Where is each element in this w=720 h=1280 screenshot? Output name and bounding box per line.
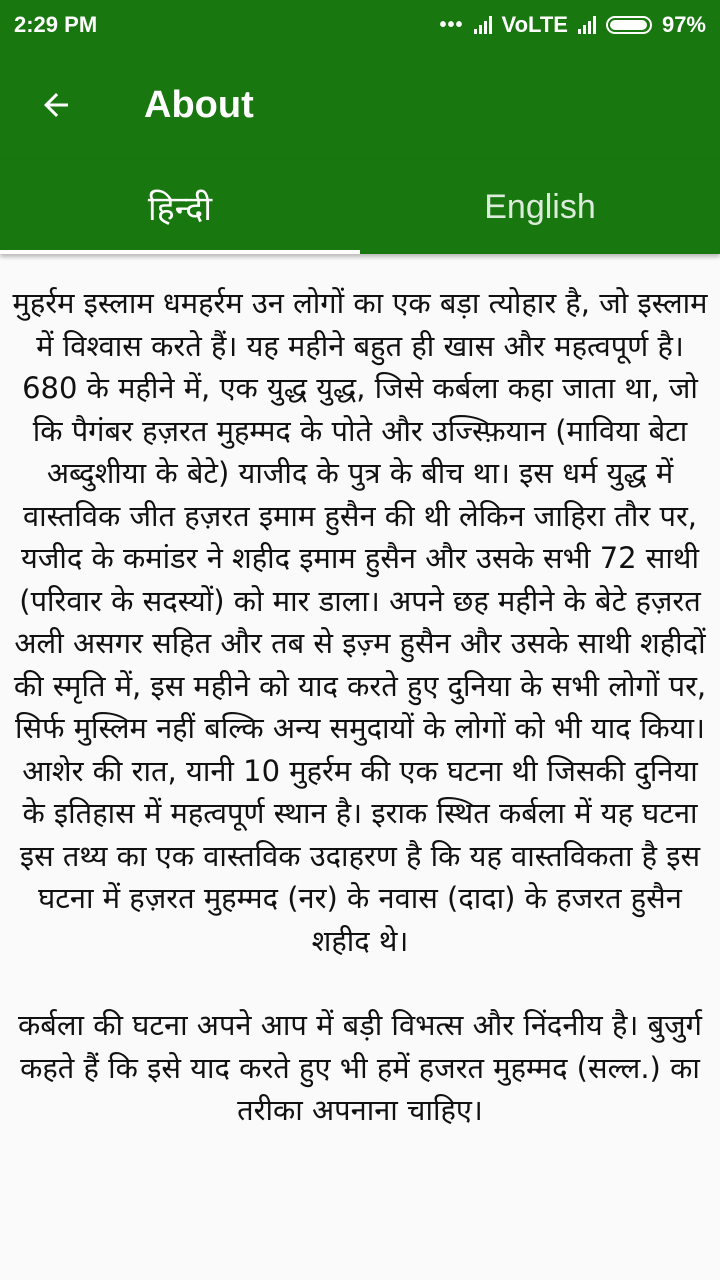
status-bar xyxy=(0,0,720,50)
signal-icon xyxy=(474,16,492,34)
page-title: About xyxy=(144,83,254,126)
network-type: VoLTE xyxy=(501,12,568,37)
notification-dots-icon: ••• xyxy=(439,13,464,36)
back-button[interactable] xyxy=(0,50,112,160)
tab-label: हिन्दी xyxy=(147,189,213,229)
app-bar xyxy=(0,50,720,160)
about-paragraph: कर्बला की घटना अपने आप में बड़ी विभत्स और निंदनीय है। बुजुर्ग कहते हैं कि इसे याद करते हुए भी हमें हजरत मुहम्मद (सल्ल.) का तरीका अपनाना चाहिए। xyxy=(18,1008,702,1127)
about-content[interactable] xyxy=(0,254,720,1280)
battery-icon xyxy=(606,16,652,34)
tab-label: English xyxy=(484,187,596,226)
language-tabs xyxy=(0,160,720,254)
status-time: 2:29 PM xyxy=(14,12,98,37)
status-icons xyxy=(440,12,706,38)
tab-english[interactable] xyxy=(360,160,720,254)
tab-hindi[interactable] xyxy=(0,160,360,254)
about-paragraph: मुहर्रम इस्लाम धमहर्रम उन लोगों का एक बड़ा त्योहार है, जो इस्लाम में विश्वास करते हैं। यह महीने बहुत ही खास और महत्वपूर्ण है। 680 के महीने में, एक युद्ध युद्ध, जिसे कर्बला कहा जाता था, जो कि पैगंबर हज़रत मुहम्मद के पोते और उज्स्फ़ियान (माविया बेटा अब्दुशीया के बेटे) याजीद के पुत्र के बीच था। इस धर्म युद्ध में वास्तविक जीत हज़रत इमाम हुसैन की थी लेकिन जाहिरा तौर पर, यजीद के कमांडर ने शहीद इमाम हुसैन और उसके सभी 72 साथी (परिवार के सदस्यों) को मार डाला। अपने छह महीने के बेटे हज़रत अली असगर सहित और तब से इज़्म हुसैन और उसके साथी शहीदों की स्मृति में, इस महीने को याद करते हुए दुनिया के सभी लोगों पर, सिर्फ मुस्लिम नहीं बल्कि अन्य समुदायों के लोगों को भी याद किया। आशेर की रात, यानी 10 मुहर्रम की एक घटना थी जिसकी दुनिया के इतिहास में महत्वपूर्ण स्थान है। इराक स्थित कर्बला में यह घटना इस तथ्य का एक वास्तविक उदाहरण है कि यह वास्तविकता है इस घटना में हज़रत मुहम्मद (नर) के नवास (दादा) के हजरत हुसैन शहीद थे। xyxy=(12,286,708,958)
arrow-left-icon xyxy=(38,87,74,123)
battery-percent: 97% xyxy=(661,12,706,37)
signal-icon-secondary xyxy=(578,16,596,34)
battery-level-fill xyxy=(610,20,647,30)
